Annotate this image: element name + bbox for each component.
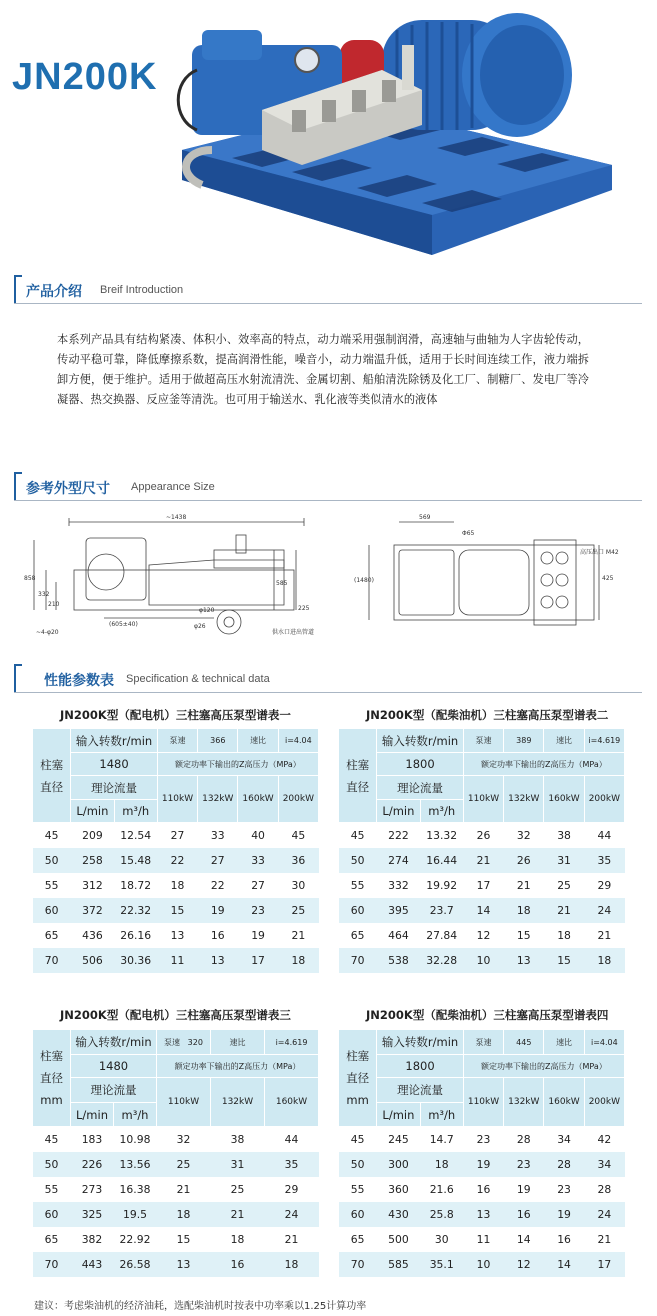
header-plunger-line: 柱塞 <box>346 1049 370 1063</box>
header-input-speed-label: 输入转数r/min <box>381 1035 459 1049</box>
table-cell: 31 <box>211 1152 265 1177</box>
table-cell: 14 <box>544 1252 584 1277</box>
header-pump-speed-label: 泵速 <box>164 1037 181 1047</box>
table-cell: 27 <box>157 823 197 848</box>
header-input-speed-value: 1800 <box>377 1055 464 1078</box>
table-row <box>339 1202 625 1227</box>
table-row <box>33 1202 319 1227</box>
table-row <box>33 1177 319 1202</box>
table-cell: 24 <box>584 898 624 923</box>
table-cell: 360 <box>377 1177 420 1202</box>
table-cell: 332 <box>377 873 420 898</box>
table-cell: 45 <box>33 1127 71 1152</box>
table-cell: 18 <box>278 948 318 973</box>
spec-table <box>338 728 625 973</box>
table-cell: 33 <box>238 848 278 873</box>
header-input-speed <box>71 729 158 753</box>
header-pressure-label: 额定功率下输出的Z高压力（MPa） <box>157 753 318 776</box>
table-cell: 35.1 <box>420 1252 463 1277</box>
table-title: JN200K型（配电机）三柱塞高压泵型谱表一 <box>60 708 291 722</box>
table-cell: 22.92 <box>114 1227 157 1252</box>
table-cell: 25 <box>157 1152 211 1177</box>
table-row <box>339 1177 625 1202</box>
header-plunger-line: 直径 <box>40 1071 63 1085</box>
section-title-cn: 参考外型尺寸 <box>26 481 110 497</box>
table-row <box>33 873 319 898</box>
table-cell: 26.16 <box>114 923 157 948</box>
table-cell: 38 <box>211 1127 265 1152</box>
header-pump-speed <box>157 1030 211 1055</box>
table-cell: 13 <box>504 948 544 973</box>
drawing-label-high-pressure-outlet: 高压出口 M42 <box>580 549 619 556</box>
header-flow-unit: L/min <box>71 1103 114 1127</box>
table-cell: 44 <box>265 1127 319 1152</box>
table-cell: 273 <box>71 1177 114 1202</box>
table-row <box>339 848 625 873</box>
drawing-label-top-width: 569 <box>419 514 431 521</box>
table-cell: 18 <box>157 1202 211 1227</box>
table-cell: 18 <box>211 1227 265 1252</box>
table-cell: 17 <box>238 948 278 973</box>
header-plunger-line: mm <box>40 1093 63 1107</box>
header-plunger-line: 直径 <box>40 779 64 794</box>
table-row <box>339 1127 625 1152</box>
table-cell: 21 <box>584 923 624 948</box>
header-ratio-label: 速比 <box>211 1030 265 1055</box>
header-flow-label: 理论流量 <box>377 1078 464 1103</box>
table-cell: 245 <box>377 1127 420 1152</box>
table-cell: 25 <box>544 873 584 898</box>
table-cell: 10 <box>463 948 503 973</box>
table-cell: 312 <box>71 873 114 898</box>
table-cell: 13 <box>157 1252 211 1277</box>
drawing-label-flange-1: φ120 <box>199 607 215 614</box>
header-power: 110kW <box>463 776 503 823</box>
table-cell: 65 <box>339 1227 377 1252</box>
table-cell: 226 <box>71 1152 114 1177</box>
table-row <box>33 923 319 948</box>
spec-table <box>338 1029 625 1277</box>
table-cell: 16 <box>211 1252 265 1277</box>
table-cell: 27 <box>198 848 238 873</box>
section-title-en: Breif Introduction <box>100 284 184 296</box>
table-cell: 50 <box>33 848 71 873</box>
drawing-label-flange-2: φ26 <box>194 623 206 630</box>
table-cell: 65 <box>33 923 71 948</box>
table-cell: 430 <box>377 1202 420 1227</box>
header-power: 160kW <box>265 1078 319 1127</box>
table-cell: 13 <box>157 923 197 948</box>
table-cell: 18 <box>420 1152 463 1177</box>
header-flow-unit: m³/h <box>114 800 157 823</box>
table-cell: 70 <box>339 948 377 973</box>
header-power: 200kW <box>584 776 624 823</box>
table-cell: 15.48 <box>114 848 157 873</box>
table-cell: 274 <box>377 848 420 873</box>
header-pump-speed-value: 366 <box>198 729 238 753</box>
table-cell: 45 <box>339 823 377 848</box>
table-cell: 19 <box>198 898 238 923</box>
header-ratio-label: 速比 <box>238 729 278 753</box>
table-cell: 17 <box>463 873 503 898</box>
table-cell: 16 <box>504 1202 544 1227</box>
header-input-speed <box>377 1030 464 1055</box>
table-cell: 31 <box>544 848 584 873</box>
header-power: 160kW <box>238 776 278 823</box>
table-cell: 30.36 <box>114 948 157 973</box>
table-cell: 29 <box>265 1177 319 1202</box>
header-pressure-label: 额定功率下输出的Z高压力（MPa） <box>463 1055 624 1078</box>
table-cell: 436 <box>71 923 114 948</box>
table-cell: 23.7 <box>420 898 463 923</box>
drawing-label-height-2: 332 <box>38 591 50 598</box>
table-row <box>339 823 625 848</box>
table-cell: 18 <box>265 1252 319 1277</box>
section-header-size <box>14 472 642 506</box>
table-row <box>339 1152 625 1177</box>
drawing-label-outlet: 供水口进出管道 <box>272 629 315 636</box>
table-cell: 19.5 <box>114 1202 157 1227</box>
table-cell: 15 <box>504 923 544 948</box>
header-flow-unit: L/min <box>71 800 114 823</box>
table-row <box>33 848 319 873</box>
table-cell: 44 <box>584 823 624 848</box>
header-ratio-value: i=4.619 <box>584 729 624 753</box>
table-cell: 16 <box>544 1227 584 1252</box>
table-cell: 70 <box>339 1252 377 1277</box>
table-cell: 23 <box>504 1152 544 1177</box>
table-cell: 19 <box>238 923 278 948</box>
table-cell: 21 <box>504 873 544 898</box>
table-row <box>339 1252 625 1277</box>
table-cell: 24 <box>584 1202 624 1227</box>
header-plunger-line: 柱塞 <box>346 757 370 772</box>
table-cell: 23 <box>238 898 278 923</box>
drawing-label-bolt-span: (605±40) <box>109 621 138 628</box>
table-cell: 22.32 <box>114 898 157 923</box>
drawing-label-height-1: 858 <box>24 575 36 582</box>
header-plunger-diameter <box>339 729 377 823</box>
header-flow-label: 理论流量 <box>71 1078 157 1103</box>
table-cell: 183 <box>71 1127 114 1152</box>
table-cell: 32 <box>504 823 544 848</box>
table-cell: 70 <box>33 948 71 973</box>
table-cell: 14 <box>504 1227 544 1252</box>
table-cell: 21 <box>463 848 503 873</box>
table-cell: 25.8 <box>420 1202 463 1227</box>
table-cell: 28 <box>544 1152 584 1177</box>
table-cell: 500 <box>377 1227 420 1252</box>
table-row <box>33 948 319 973</box>
table-cell: 372 <box>71 898 114 923</box>
table-cell: 25 <box>278 898 318 923</box>
header-power: 110kW <box>157 776 197 823</box>
table-cell: 25 <box>211 1177 265 1202</box>
table-cell: 15 <box>157 898 197 923</box>
table-cell: 45 <box>278 823 318 848</box>
table-cell: 222 <box>377 823 420 848</box>
table-cell: 325 <box>71 1202 114 1227</box>
table-cell: 506 <box>71 948 114 973</box>
table-cell: 65 <box>339 923 377 948</box>
table-cell: 12.54 <box>114 823 157 848</box>
table-cell: 27 <box>238 873 278 898</box>
table-cell: 258 <box>71 848 114 873</box>
header-input-speed-value: 1800 <box>377 753 464 776</box>
drawing-label-right-width: 425 <box>602 575 614 582</box>
table-cell: 30 <box>278 873 318 898</box>
table-cell: 382 <box>71 1227 114 1252</box>
table-cell: 28 <box>584 1177 624 1202</box>
table-cell: 50 <box>339 1152 377 1177</box>
table-cell: 18 <box>584 948 624 973</box>
header-input-speed <box>377 729 464 753</box>
drawing-label-side-height: (1480) <box>354 577 374 584</box>
table-row <box>33 898 319 923</box>
table-cell: 19 <box>504 1177 544 1202</box>
table-cell: 19 <box>544 1202 584 1227</box>
table-cell: 27.84 <box>420 923 463 948</box>
header-input-speed-value: 1480 <box>71 1055 157 1078</box>
header-flow-unit: m³/h <box>114 1103 157 1127</box>
table-cell: 22 <box>198 873 238 898</box>
table-cell: 55 <box>33 873 71 898</box>
table-cell: 13.56 <box>114 1152 157 1177</box>
header-pump-speed-label: 泵速 <box>463 729 503 753</box>
table-cell: 29 <box>584 873 624 898</box>
table-cell: 28 <box>504 1127 544 1152</box>
table-cell: 21 <box>278 923 318 948</box>
header-power: 132kW <box>211 1078 265 1127</box>
table-cell: 35 <box>584 848 624 873</box>
table-row <box>339 948 625 973</box>
header-ratio-value: i=4.619 <box>265 1030 319 1055</box>
table-cell: 18 <box>504 898 544 923</box>
footnote: 建议：考虑柴油机的经济油耗，选配柴油机时按表中功率乘以1.25计算功率 <box>34 1301 367 1312</box>
table-cell: 60 <box>339 898 377 923</box>
header-plunger-diameter <box>33 729 71 823</box>
drawing-label-225: 225 <box>298 605 310 612</box>
table-cell: 60 <box>33 898 71 923</box>
table-cell: 585 <box>377 1252 420 1277</box>
header-input-speed-label: 输入转数r/min <box>75 1035 152 1049</box>
table-cell: 33 <box>198 823 238 848</box>
section-title-en: Appearance Size <box>131 481 215 493</box>
table-cell: 18.72 <box>114 873 157 898</box>
table-cell: 13.32 <box>420 823 463 848</box>
header-plunger-line: 柱塞 <box>40 757 64 772</box>
drawing-label-height-3: 210 <box>48 601 60 608</box>
table-cell: 14 <box>463 898 503 923</box>
table-cell: 18 <box>544 923 584 948</box>
table-cell: 50 <box>33 1152 71 1177</box>
header-plunger-line: 直径 <box>346 1071 370 1085</box>
table-cell: 464 <box>377 923 420 948</box>
section-header-intro <box>14 275 642 309</box>
pump-photo <box>172 0 617 265</box>
spec-table <box>32 1029 319 1277</box>
table-cell: 12 <box>463 923 503 948</box>
header-plunger-line: 柱塞 <box>40 1049 63 1063</box>
header-flow-label: 理论流量 <box>71 776 158 800</box>
table-row <box>33 823 319 848</box>
header-pump-speed-label: 泵速 <box>157 729 197 753</box>
table-cell: 21 <box>584 1227 624 1252</box>
table-cell: 60 <box>33 1202 71 1227</box>
header-power: 132kW <box>504 776 544 823</box>
table-cell: 443 <box>71 1252 114 1277</box>
table-cell: 55 <box>339 1177 377 1202</box>
header-pressure-label: 额定功率下输出的Z高压力（MPa） <box>157 1055 319 1078</box>
product-title: JN200K <box>12 56 158 98</box>
table-cell: 55 <box>339 873 377 898</box>
header-plunger-diameter <box>339 1030 377 1127</box>
table-cell: 22 <box>157 848 197 873</box>
table-cell: 21 <box>157 1177 211 1202</box>
table-cell: 21 <box>265 1227 319 1252</box>
header-flow-unit: L/min <box>377 800 420 823</box>
table-cell: 19.92 <box>420 873 463 898</box>
table-cell: 16.38 <box>114 1177 157 1202</box>
table-cell: 300 <box>377 1152 420 1177</box>
table-cell: 24 <box>265 1202 319 1227</box>
table-row <box>339 1227 625 1252</box>
table-title: JN200K型（配柴油机）三柱塞高压泵型谱表二 <box>366 708 609 722</box>
header-input-speed-label: 输入转数r/min <box>381 733 459 748</box>
table-cell: 395 <box>377 898 420 923</box>
header-power: 110kW <box>463 1078 503 1127</box>
header-power: 160kW <box>544 1078 584 1127</box>
table-cell: 21.6 <box>420 1177 463 1202</box>
header-ratio-label: 速比 <box>544 729 584 753</box>
table-cell: 23 <box>544 1177 584 1202</box>
header-pump-speed-value: 320 <box>187 1037 203 1047</box>
spec-table <box>32 728 319 973</box>
drawing-label-length: ~1438 <box>166 514 187 521</box>
section-title-en: Specification & technical data <box>126 673 270 685</box>
table-cell: 34 <box>584 1152 624 1177</box>
table-cell: 13 <box>198 948 238 973</box>
table-cell: 23 <box>463 1127 503 1152</box>
header-plunger-line: 直径 <box>346 779 370 794</box>
header-ratio-label: 速比 <box>544 1030 584 1055</box>
drawing-label-base: ~4-φ20 <box>36 629 59 636</box>
table-row <box>33 1152 319 1177</box>
header-power: 110kW <box>157 1078 211 1127</box>
header-plunger-line: mm <box>346 1093 369 1107</box>
table-cell: 11 <box>463 1227 503 1252</box>
table-row <box>339 923 625 948</box>
header-ratio-value: i=4.04 <box>278 729 318 753</box>
table-cell: 11 <box>157 948 197 973</box>
table-title: JN200K型（配电机）三柱塞高压泵型谱表三 <box>60 1008 291 1022</box>
table-cell: 35 <box>265 1152 319 1177</box>
table-cell: 45 <box>33 823 71 848</box>
table-cell: 13 <box>463 1202 503 1227</box>
table-cell: 209 <box>71 823 114 848</box>
section-title-cn: 性能参数表 <box>44 673 114 689</box>
header-power: 132kW <box>198 776 238 823</box>
table-title: JN200K型（配柴油机）三柱塞高压泵型谱表四 <box>366 1008 609 1022</box>
table-cell: 32.28 <box>420 948 463 973</box>
table-cell: 50 <box>339 848 377 873</box>
header-input-speed-label: 输入转数r/min <box>75 733 153 748</box>
table-cell: 16 <box>198 923 238 948</box>
header-power: 200kW <box>278 776 318 823</box>
table-cell: 14.7 <box>420 1127 463 1152</box>
table-cell: 16.44 <box>420 848 463 873</box>
table-row <box>339 873 625 898</box>
table-row <box>33 1127 319 1152</box>
header-power: 132kW <box>504 1078 544 1127</box>
table-cell: 21 <box>544 898 584 923</box>
table-cell: 21 <box>211 1202 265 1227</box>
dimension-drawings <box>14 510 642 660</box>
table-cell: 60 <box>339 1202 377 1227</box>
header-flow-label: 理论流量 <box>377 776 464 800</box>
table-cell: 65 <box>33 1227 71 1252</box>
table-cell: 16 <box>463 1177 503 1202</box>
header-power: 200kW <box>584 1078 624 1127</box>
table-cell: 18 <box>157 873 197 898</box>
table-cell: 40 <box>238 823 278 848</box>
header-pump-speed-label: 泵速 <box>463 1030 503 1055</box>
table-cell: 42 <box>584 1127 624 1152</box>
header-pump-speed-value: 389 <box>504 729 544 753</box>
table-cell: 19 <box>463 1152 503 1177</box>
table-cell: 538 <box>377 948 420 973</box>
table-cell: 15 <box>544 948 584 973</box>
table-cell: 17 <box>584 1252 624 1277</box>
header-pressure-label: 额定功率下输出的Z高压力（MPa） <box>463 753 624 776</box>
table-row <box>339 898 625 923</box>
table-cell: 45 <box>339 1127 377 1152</box>
section-header-spec <box>14 664 642 698</box>
table-cell: 36 <box>278 848 318 873</box>
header-input-speed <box>71 1030 157 1055</box>
table-cell: 70 <box>33 1252 71 1277</box>
header-flow-unit: m³/h <box>420 1103 463 1127</box>
table-cell: 15 <box>157 1227 211 1252</box>
table-row <box>33 1227 319 1252</box>
table-cell: 26 <box>463 823 503 848</box>
section-title-cn: 产品介绍 <box>26 284 82 300</box>
table-cell: 12 <box>504 1252 544 1277</box>
header-power: 160kW <box>544 776 584 823</box>
intro-paragraph: 本系列产品具有结构紧凑、体积小、效率高的特点，动力端采用强制润滑，高速轴与曲轴为人字齿轮传动，传动平稳可靠，降低摩擦系数，提高润滑性能，噪音小，动力端温升低，适用于长时间连续工作，液力端拆卸方便，便于维护。适用于做超高压水射流清洗、金属切割、船舶清洗除锈及化工厂、制糖厂、发电厂等冷凝器、热交换器、反应釜等清洗。也可用于输送水、乳化液等类似清水的液体 <box>57 333 589 406</box>
table-cell: 10.98 <box>114 1127 157 1152</box>
table-cell: 10 <box>463 1252 503 1277</box>
drawing-label-585: 585 <box>276 580 288 587</box>
header-ratio-value: i=4.04 <box>584 1030 624 1055</box>
header-flow-unit: m³/h <box>420 800 463 823</box>
table-cell: 34 <box>544 1127 584 1152</box>
table-cell: 32 <box>157 1127 211 1152</box>
header-pump-speed-value: 445 <box>504 1030 544 1055</box>
table-row <box>33 1252 319 1277</box>
table-cell: 26.58 <box>114 1252 157 1277</box>
table-cell: 55 <box>33 1177 71 1202</box>
table-cell: 26 <box>504 848 544 873</box>
drawing-label-top-dim: Φ65 <box>462 530 475 537</box>
table-cell: 30 <box>420 1227 463 1252</box>
table-cell: 38 <box>544 823 584 848</box>
header-input-speed-value: 1480 <box>71 753 158 776</box>
header-flow-unit: L/min <box>377 1103 420 1127</box>
header-plunger-diameter <box>33 1030 71 1127</box>
